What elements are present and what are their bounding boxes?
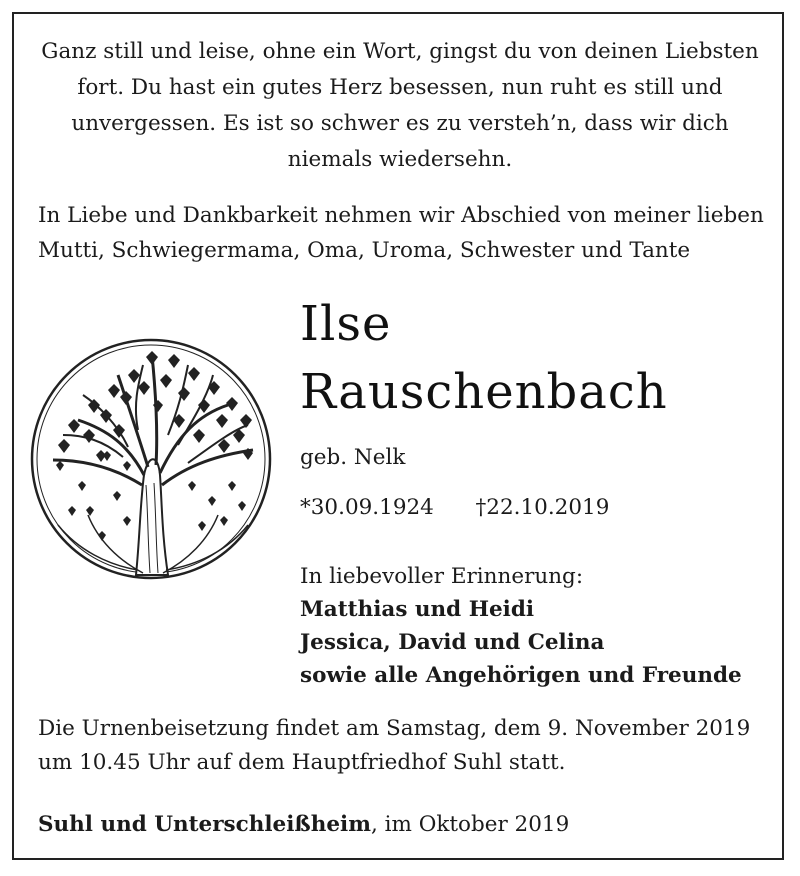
mourner-line: Matthias und Heidi [300, 597, 535, 622]
mourner-line: sowie alle Angehörigen und Freunde [300, 663, 742, 688]
poem-line: unvergessen. Es ist so schwer es zu versteh’n, dass wir dich [71, 111, 729, 136]
mourner-line: Jessica, David und Celina [300, 630, 605, 655]
footer-date: , im Oktober 2019 [370, 812, 570, 837]
footer [38, 810, 569, 840]
intro-line: In Liebe und Dankbarkeit nehmen wir Abschied von meiner lieben [38, 203, 764, 228]
poem-line: fort. Du hast ein gutes Herz besessen, nun ruht es still und [77, 75, 723, 100]
funeral-line: um 10.45 Uhr auf dem Hauptfriedhof Suhl statt. [38, 750, 566, 775]
life-dates [300, 493, 609, 523]
poem-line: Ganz still und leise, ohne ein Wort, gingst du von deinen Liebsten [41, 39, 759, 64]
remembrance-heading: In liebevoller Erinnerung: [300, 564, 584, 589]
last-name: Rauschenbach [300, 364, 668, 420]
birth-symbol: * [300, 495, 311, 520]
poem [30, 34, 770, 178]
funeral-line: Die Urnenbeisetzung findet am Samstag, dem 9. November 2019 [38, 716, 751, 741]
death-date: 22.10.2019 [486, 495, 610, 520]
footer-places: Suhl und Unterschleißheim [38, 812, 371, 837]
poem-line: niemals wiedersehn. [287, 147, 513, 172]
cross-icon: † [475, 495, 487, 520]
maiden-name: geb. Nelk [300, 445, 406, 470]
birth-date: 30.09.1924 [310, 495, 434, 520]
funeral-info [38, 712, 770, 780]
intro-line: Mutti, Schwiegermama, Oma, Uroma, Schwester und Tante [38, 237, 691, 263]
tree-of-life-icon [28, 335, 274, 583]
first-name: Ilse [300, 296, 392, 352]
intro-text [38, 199, 770, 268]
